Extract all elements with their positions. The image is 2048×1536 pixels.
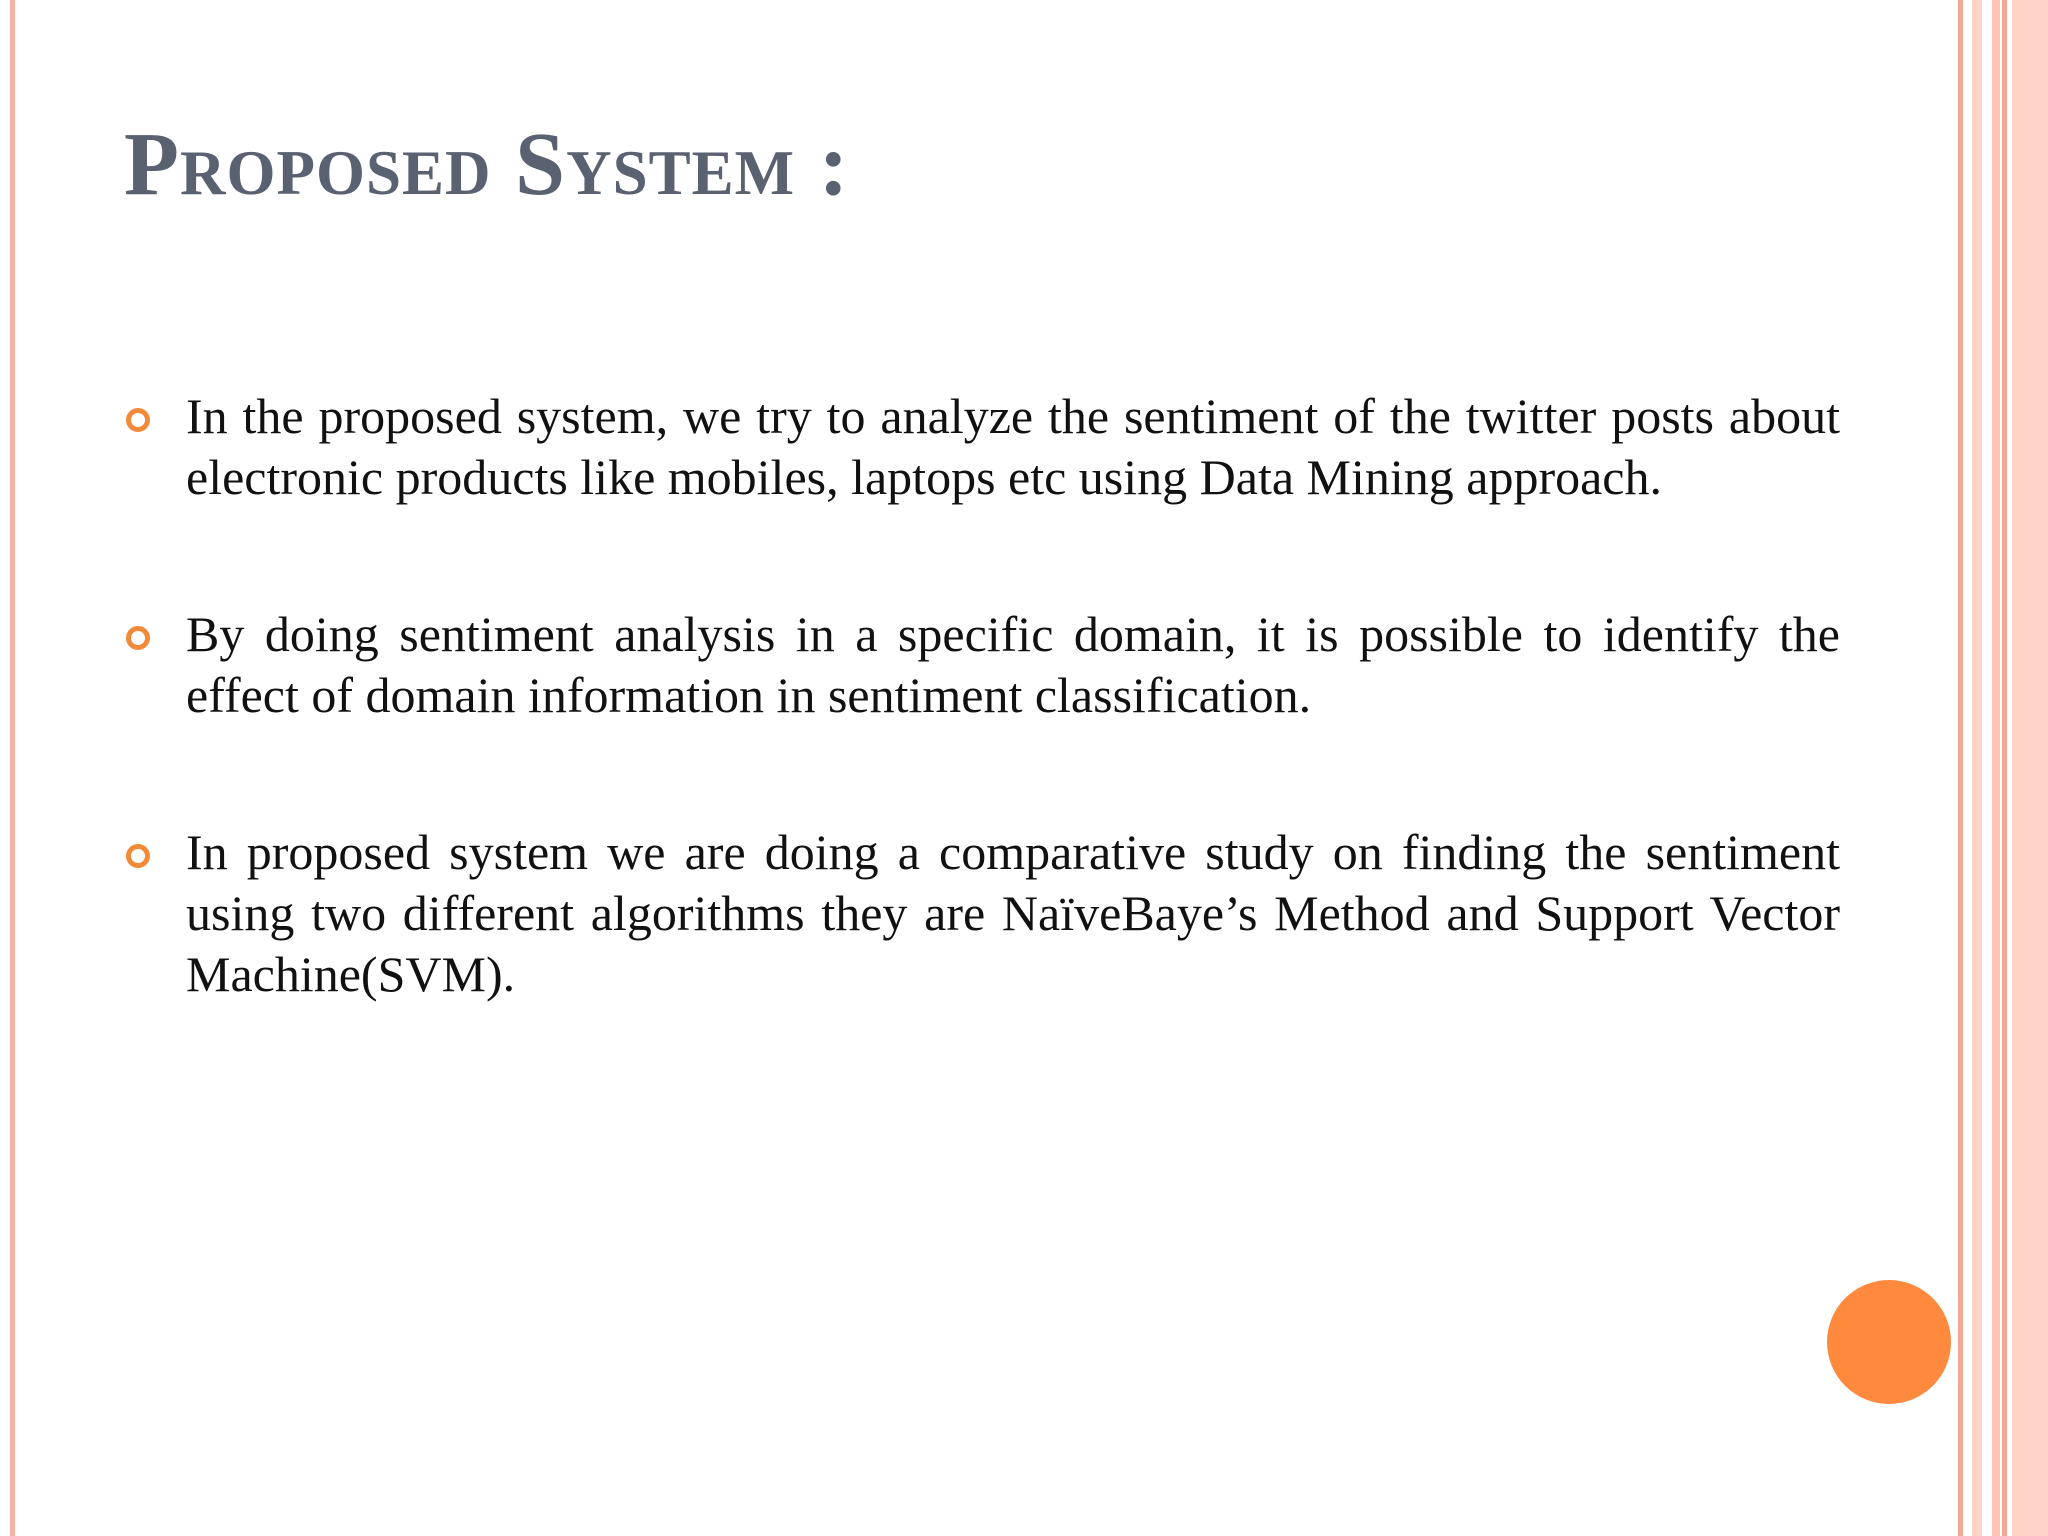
ring-bullet-icon	[126, 844, 150, 868]
right-border-stripe	[1992, 0, 2000, 1536]
right-border-stripe	[1958, 0, 1963, 1536]
bullet-item	[124, 822, 1840, 1005]
left-border-line	[10, 0, 15, 1536]
right-border-stripe	[1972, 0, 1982, 1536]
right-border-band	[2012, 0, 2048, 1536]
ring-bullet-icon	[126, 626, 150, 650]
bullet-text: In the proposed system, we try to analyze the sentiment of the twitter posts about electronic products like mobiles, laptops etc using Data Mining approach.	[186, 388, 1840, 505]
bullet-list	[124, 386, 1840, 1101]
bullet-item	[124, 604, 1840, 726]
bullet-text: By doing sentiment analysis in a specific domain, it is possible to identify the effect of domain information in sentiment classification.	[186, 606, 1840, 723]
right-border-stripe	[2002, 0, 2007, 1536]
ring-bullet-icon	[126, 408, 150, 432]
slide-title: Proposed System :	[124, 115, 850, 214]
bullet-text: In proposed system we are doing a comparative study on finding the sentiment using two different algorithms they are NaïveBaye’s Method and Support Vector Machine(SVM).	[186, 824, 1840, 1002]
orange-circle-decoration	[1827, 1280, 1951, 1404]
bullet-item	[124, 386, 1840, 508]
